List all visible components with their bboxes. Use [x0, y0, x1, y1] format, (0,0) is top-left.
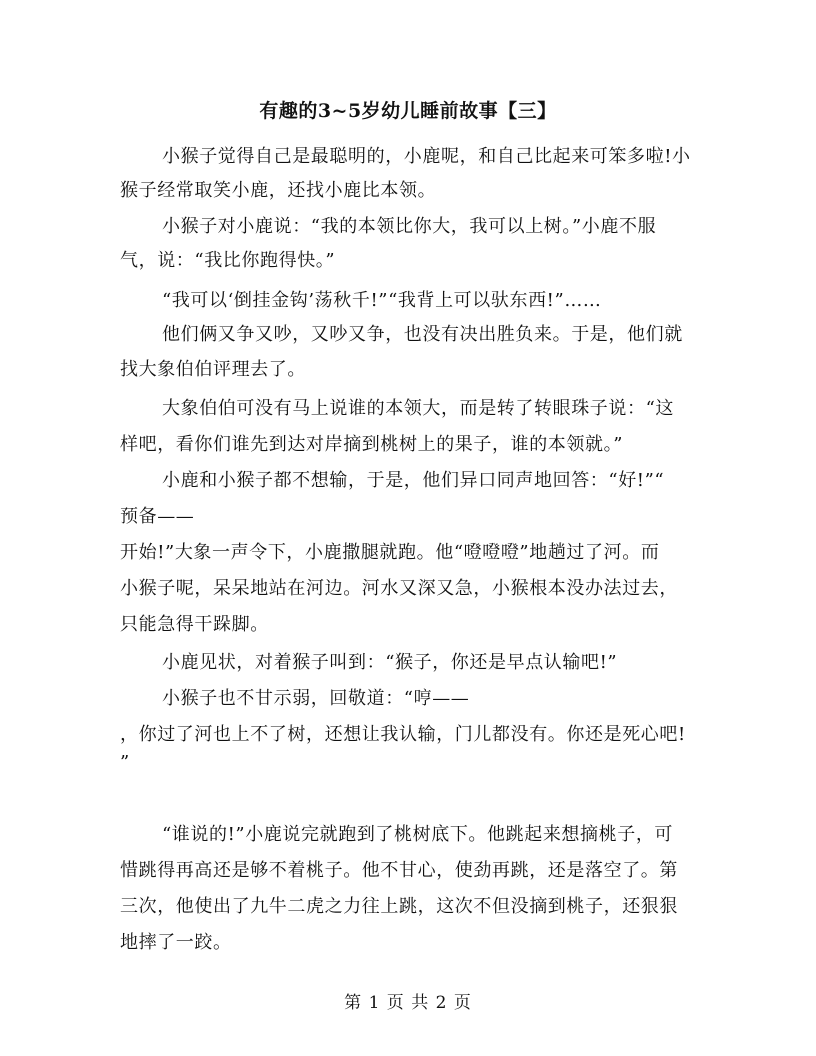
paragraph-line: 找大象伯伯评理去了。: [120, 359, 306, 380]
paragraph-line: 只能急得干跺脚。: [120, 614, 269, 635]
page-indicator: 第 1 页 共 2 页: [344, 993, 472, 1013]
paragraph-line: 三次，他使出了九牛二虎之力往上跳，这次不但没摘到桃子，还狠狠: [120, 896, 678, 917]
document-title: 有趣的3~5岁幼儿睡前故事【三】: [259, 100, 557, 122]
paragraph-line: 样吧，看你们谁先到达对岸摘到桃树上的果子，谁的本领就。”: [120, 434, 623, 455]
paragraph-line: 预备——: [120, 506, 195, 527]
paragraph-line: 猴子经常取笑小鹿，还找小鹿比本领。: [120, 180, 437, 201]
paragraph-line: 大象伯伯可没有马上说谁的本领大，而是转了转眼珠子说：“这: [162, 398, 674, 419]
paragraph-line: 小鹿和小猴子都不想输，于是，他们异口同声地回答：“好!”“: [162, 470, 665, 491]
paragraph-line: 小猴子呢，呆呆地站在河边。河水又深又急，小猴根本没办法过去，: [120, 578, 678, 599]
paragraph-line: 开始!”大象一声令下，小鹿撒腿就跑。他“噔噔噔”地趟过了河。而: [120, 542, 660, 563]
paragraph-line: 小鹿见状，对着猴子叫到：“猴子，你还是早点认输吧!”: [162, 652, 618, 673]
paragraph-line: 他们俩又争又吵，又吵又争，也没有决出胜负来。于是，他们就: [162, 324, 683, 345]
paragraph-line: ，你过了河也上不了树，还想让我认输，门儿都没有。你还是死心吧!: [120, 724, 686, 745]
paragraph-line: 地摔了一跤。: [120, 932, 232, 953]
paragraph-line: 气，说：“我比你跑得快。”: [120, 250, 336, 271]
paragraph-line: “谁说的!”小鹿说完就跑到了桃树底下。他跳起来想摘桃子，可: [162, 824, 674, 845]
paragraph-line: 惜跳得再高还是够不着桃子。他不甘心，使劲再跳，还是落空了。第: [120, 860, 678, 881]
paragraph-line: ”: [120, 752, 130, 773]
paragraph-line: 小猴子觉得自己是最聪明的，小鹿呢，和自己比起来可笨多啦!小: [162, 146, 691, 167]
paragraph-line: “我可以‘倒挂金钩’荡秋千!”“我背上可以驮东西!”……: [162, 290, 602, 311]
paragraph-line: 小猴子也不甘示弱，回敬道：“哼——: [162, 688, 470, 709]
paragraph-line: 小猴子对小鹿说：“我的本领比你大，我可以上树。”小鹿不服: [162, 216, 657, 237]
